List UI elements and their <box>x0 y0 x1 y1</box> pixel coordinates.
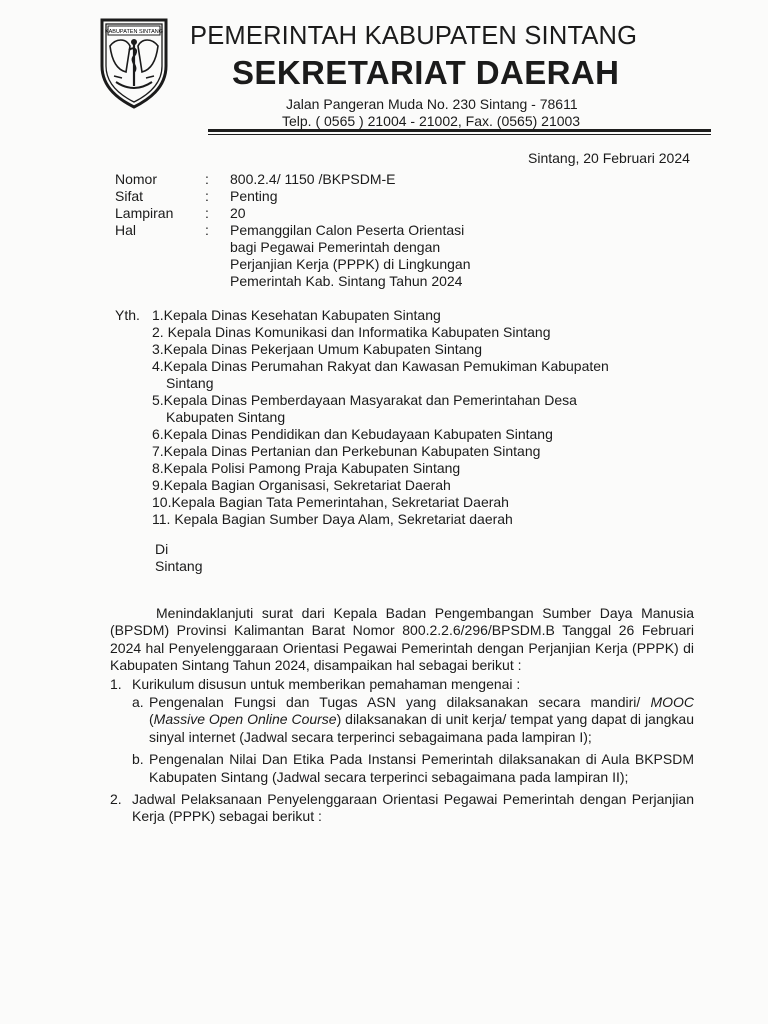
point-text: Jadwal Pelaksanaan Penyelenggaraan Orientasi Pegawai Pemerintah dengan Perjanjian Kerja (PPPK) sebagai berikut : <box>132 791 694 825</box>
recipient-item: 4.Kepala Dinas Perumahan Rakyat dan Kawasan Pemukiman Kabupaten <box>152 358 609 374</box>
mooc-expansion: Massive Open Online Course <box>153 711 337 728</box>
recipient-item: 1.Kepala Dinas Kesehatan Kabupaten Sintang <box>152 307 441 323</box>
recipient-item-continuation: Sintang <box>166 375 214 391</box>
meta-row-hal <box>115 222 470 290</box>
recipient-item: 8.Kepala Polisi Pamong Praja Kabupaten Sintang <box>152 460 461 476</box>
recipient-di: Di <box>155 541 169 557</box>
recipient-salutation: Yth. <box>115 307 140 323</box>
point-1a <box>132 694 694 746</box>
recipient-location <box>155 541 202 575</box>
point-text: Kurikulum disusun untuk memberikan pemahaman mengenai : <box>132 675 521 692</box>
point-2 <box>110 791 694 826</box>
recipient-item: 11. Kepala Bagian Sumber Daya Alam, Sekretariat daerah <box>152 511 513 527</box>
government-name: PEMERINTAH KABUPATEN SINTANG <box>190 22 638 50</box>
meta-colon: : <box>205 188 209 204</box>
meta-row-nomor <box>115 171 470 188</box>
meta-colon: : <box>205 171 209 187</box>
meta-colon: : <box>205 222 209 238</box>
meta-value-hal <box>217 222 470 290</box>
regency-coat-of-arms-logo <box>96 16 172 110</box>
meta-label: Sifat <box>115 188 144 204</box>
meta-colon: : <box>205 205 209 221</box>
subpoint-text <box>149 694 694 746</box>
logo-label: KABUPATEN SINTANG <box>104 29 164 35</box>
meta-value-nomor: 800.2.4/ 1150 /BKPSDM-E <box>230 171 396 187</box>
office-name: SEKRETARIAT DAERAH <box>232 54 620 91</box>
letterhead-rule-thick <box>208 129 711 132</box>
recipient-item: 6.Kepala Dinas Pendidikan dan Kebudayaan Kabupaten Sintang <box>152 426 553 442</box>
meta-row-lampiran <box>115 205 470 222</box>
meta-label: Nomor <box>115 171 158 187</box>
recipient-list <box>152 307 672 528</box>
meta-label: Lampiran <box>115 205 174 221</box>
subpoint-letter: a. <box>132 694 144 711</box>
letter-date: Sintang, 20 Februari 2024 <box>528 150 690 166</box>
hal-line: Pemerintah Kab. Sintang Tahun 2024 <box>230 273 463 289</box>
intro-paragraph: Menindaklanjuti surat dari Kepala Badan Pengembangan Sumber Daya Manusia (BPSDM) Provinsi Kalimantan Barat Nomor 800.2.2.6/296/BPSDM.B Tanggal 26 Februari 2024 hal Penyelenggaraan Orientasi Pegawai Pemerintah dengan Perjanjian Kerja (PPPK) di Kabupaten Sintang Tahun 2024, disampaikan hal sebagai berikut : <box>110 605 694 674</box>
letter-body <box>110 605 694 826</box>
letter-meta-table <box>115 171 470 290</box>
recipient-item: 3.Kepala Dinas Pekerjaan Umum Kabupaten Sintang <box>152 341 482 357</box>
hal-line: bagi Pegawai Pemerintah dengan <box>230 239 441 255</box>
recipient-item: 9.Kepala Bagian Organisasi, Sekretariat Daerah <box>152 477 451 493</box>
subpoint-text-part: ) dilaksanakan di unit kerja/ tempat yang dapat di jangkau sinyal internet (Jadwal secara terperinci sebagaimana pada lampiran I); <box>149 711 694 745</box>
point-number: 2. <box>110 791 122 808</box>
subpoint-text-part: Pengenalan Fungsi dan Tugas ASN yang dilaksanakan secara mandiri/ <box>149 694 651 711</box>
point-number: 1. <box>110 675 122 692</box>
hal-line: Pemanggilan Calon Peserta Orientasi <box>230 222 465 238</box>
point-1b <box>132 751 694 786</box>
recipient-item: 10.Kepala Bagian Tata Pemerintahan, Sekretariat Daerah <box>152 494 509 510</box>
meta-label: Hal <box>115 222 137 238</box>
meta-value-sifat: Penting <box>230 188 278 204</box>
subpoint-letter: b. <box>132 751 144 768</box>
recipient-item-continuation: Kabupaten Sintang <box>166 409 286 425</box>
recipient-item: 2. Kepala Dinas Komunikasi dan Informatika Kabupaten Sintang <box>152 324 551 340</box>
hal-line: Perjanjian Kerja (PPPK) di Lingkungan <box>230 256 471 272</box>
office-phone: Telp. ( 0565 ) 21004 - 21002, Fax. (0565) 21003 <box>282 113 581 129</box>
letterhead-rule-thin <box>208 134 711 135</box>
office-address: Jalan Pangeran Muda No. 230 Sintang - 78611 <box>286 96 578 112</box>
subpoint-text: Pengenalan Nilai Dan Etika Pada Instansi Pemerintah dilaksanakan di Aula BKPSDM Kabupaten Sintang (Jadwal secara terperinci sebagaimana pada lampiran II); <box>149 751 694 785</box>
point-1 <box>110 676 694 693</box>
meta-value-lampiran: 20 <box>230 205 246 221</box>
mooc-term: MOOC <box>650 694 694 711</box>
meta-row-sifat <box>115 188 470 205</box>
recipient-item: 5.Kepala Dinas Pemberdayaan Masyarakat dan Pemerintahan Desa <box>152 392 577 408</box>
subpoint-text-part: ( <box>149 711 154 728</box>
recipient-place: Sintang <box>155 558 203 574</box>
recipient-item: 7.Kepala Dinas Pertanian dan Perkebunan Kabupaten Sintang <box>152 443 541 459</box>
